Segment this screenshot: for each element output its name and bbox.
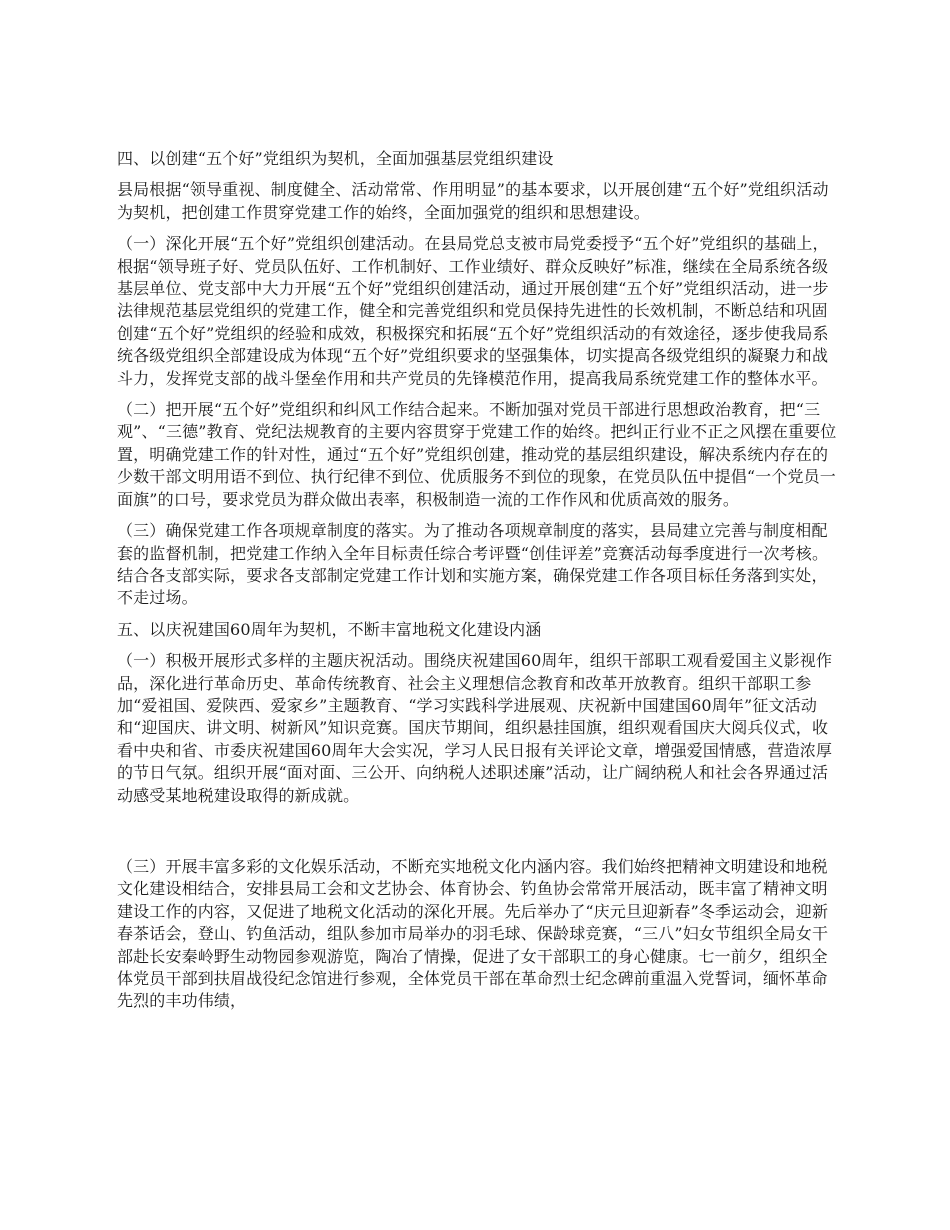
blank-space <box>117 816 842 856</box>
document-page <box>117 148 842 1022</box>
body-paragraph: （一）深化开展“五个好”党组织创建活动。在县局党总支被市局党委授予“五个好”党组织的基础上，根据“领导班子好、党员队伍好、工作机制好、工作业绩好、群众反映好”标准，继续在全局系统各级基层单位、党支部中大力开展“五个好”党组织创建活动，通过开展创建“五个好”党组织活动，进一步法律规范基层党组织的党建工作，健全和完善党组织和党员保持先进性的长效机制，不断总结和巩固创建“五个好”党组织的经验和成效，积极探究和拓展“五个好”党组织活动的有效途径，逐步使我局系统各级党组织全部建设成为体现“五个好”党组织要求的坚强集体，切实提高各级党组织的凝聚力和战斗力，发挥党支部的战斗堡垒作用和共产党员的先锋模范作用，提高我局系统党建工作的整体水平。 <box>117 234 829 388</box>
body-paragraph: （三）确保党建工作各项规章制度的落实。为了推动各项规章制度的落实，县局建立完善与制度相配套的监督机制，把党建工作纳入全年目标责任综合考评暨“创佳评差”竞赛活动每季度进行一次考核。结合各支部实际，要求各支部制定党建工作计划和实施方案，确保党建工作各项目标任务落到实处，不走过场。 <box>117 521 829 608</box>
body-paragraph: （三）开展丰富多彩的文化娱乐活动，不断充实地税文化内涵内容。我们始终把精神文明建设和地税文化建设相结合，安排县局工会和文艺协会、体育协会、钓鱼协会常常开展活动，既丰富了精神文明建设工作的内容，又促进了地税文化活动的深化开展。先后举办了“庆元旦迎新春”冬季运动会，迎新春茶话会，登山、钓鱼活动，组队参加市局举办的羽毛球、保龄球竞赛，“三八”妇女节组织全局女干部赴长安秦岭野生动物园参观游览，陶冶了情操，促进了女干部职工的身心健康。七一前夕，组织全体党员干部到扶眉战役纪念馆进行参观，全体党员干部在革命烈士纪念碑前重温入党誓词，缅怀革命先烈的丰功伟绩， <box>117 856 829 1011</box>
body-paragraph: （二）把开展“五个好”党组织和纠风工作结合起来。不断加强对党员干部进行思想政治教育，把“三观”、“三德”教育、党纪法规教育的主要内容贯穿于党建工作的始终。把纠正行业不正之风摆在重要位置，明确党建工作的针对性，通过“五个好”党组织创建，推动党的基层组织建设，解决系统内存在的少数干部文明用语不到位、执行纪律不到位、优质服务不到位的现象，在党员队伍中提倡“一个党员一面旗”的口号，要求党员为群众做出表率，积极制造一流的工作作风和优质高效的服务。 <box>117 400 837 509</box>
section-heading: 五、以庆祝建国60周年为契机，不断丰富地税文化建设内涵 <box>117 619 542 639</box>
body-paragraph: 县局根据“领导重视、制度健全、活动常常、作用明显”的基本要求，以开展创建“五个好”党组织活动为契机，把创建工作贯穿党建工作的始终，全面加强党的组织和思想建设。 <box>117 180 829 222</box>
section-heading: 四、以创建“五个好”党组织为契机，全面加强基层党组织建设 <box>117 149 554 168</box>
body-paragraph: （一）积极开展形式多样的主题庆祝活动。围绕庆祝建国60周年，组织干部职工观看爱国主义影视作品，深化进行革命历史、革命传统教育、社会主义理想信念教育和改革开放教育。组织干部职工参加“爱祖国、爱陕西、爱家乡”主题教育、“学习实践科学进展观、庆祝新中国建国60周年”征文活动和“迎国庆、讲文明、树新风”知识竞赛。国庆节期间，组织悬挂国旗，组织观看国庆大阅兵仪式，收看中央和省、市委庆祝建国60周年大会实况，学习人民日报有关评论文章，增强爱国情感，营造浓厚的节日气氛。组织开展“面对面、三公开、向纳税人述职述廉”活动，让广阔纳税人和社会各界通过活动感受某地税建设取得的新成就。 <box>117 651 833 805</box>
